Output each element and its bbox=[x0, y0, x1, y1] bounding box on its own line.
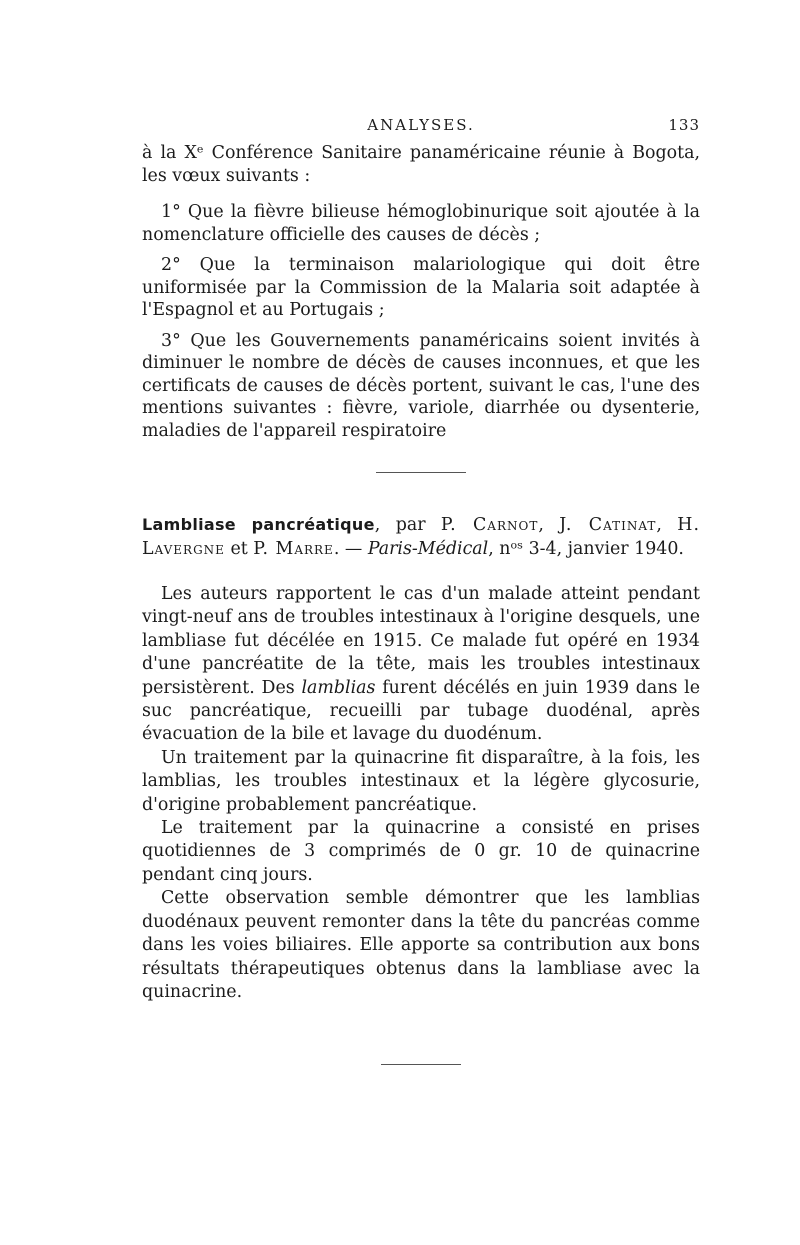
running-head bbox=[142, 112, 700, 142]
list-item: 3° Que les Gouvernements panaméricains soient invités à diminuer le nombre de décès de causes inconnues, et que les certificats de causes de décès portent, suivant le cas, l'une des mentions suivantes : fièvre, variole, diarrhée ou dysenterie, maladies de l'appareil respiratoire bbox=[142, 330, 700, 441]
author-name: J. Catinat bbox=[559, 515, 657, 535]
document-page bbox=[142, 112, 700, 1065]
dash-text: . — bbox=[333, 539, 363, 559]
article-heading: Lambliase pancréatique, par P. Carnot, J. Catinat, H. Lavergne et P. Marre. — Paris-Médical, nᵒˢ 3-4, janvier 1940. bbox=[142, 515, 700, 559]
abstract-sentence: furent décélés en juin 1939 dans le suc pancréatique, recueilli par tubage duodénal, après évacuation de la bile et lavage du duodénum. bbox=[142, 677, 701, 745]
and-text: et bbox=[230, 539, 248, 559]
author-name: H. Lavergne bbox=[142, 515, 700, 559]
issue-info: , nᵒˢ 3-4, janvier 1940. bbox=[488, 539, 684, 559]
author-name: P. Carnot bbox=[440, 515, 539, 535]
section-divider bbox=[376, 472, 466, 473]
continuation-paragraph: à la Xᵉ Conférence Sanitaire panaméricaine réunie à Bogota, les vœux suivants : bbox=[142, 143, 700, 186]
article-title: Lambliase pancréatique bbox=[142, 515, 375, 534]
page-number: 133 bbox=[668, 116, 700, 134]
abstract-paragraph bbox=[142, 583, 700, 747]
italic-term: lamblias bbox=[301, 677, 376, 698]
journal-name: Paris-Médical bbox=[367, 539, 489, 559]
section-divider bbox=[381, 1064, 461, 1065]
list-item: 1° Que la fièvre bilieuse hémoglobinurique soit ajoutée à la nomenclature officielle des causes de décès ; bbox=[142, 202, 700, 245]
abstract-sentence: Des bbox=[261, 677, 295, 698]
abstract-paragraph: Un traitement par la quinacrine fit disparaître, à la fois, les lamblias, les troubles intestinaux et la légère glycosurie, d'origine probablement pancréatique. bbox=[142, 747, 700, 815]
abstract-paragraph: Cette observation semble démontrer que les lamblias duodénaux peuvent remonter dans la tête du pancréas comme dans les voies biliaires. Elle apporte sa contribution aux bons résultats thérapeutiques obtenus dans la lambliase avec la quinacrine. bbox=[142, 888, 700, 1002]
author-name: P. Marre bbox=[253, 539, 334, 559]
abstract-sentence: Les auteurs rapportent le cas d'un malade atteint pendant vingt-neuf ans de troubles intestinaux à l'origine desquels, une lambliase fut décélée en 1915. Ce malade fut opéré en 1934 d'une pancréatite de la tête, mais les troubles intestinaux persistèrent. bbox=[142, 584, 700, 698]
running-head-title: ANALYSES. bbox=[367, 116, 475, 134]
article-abstract bbox=[142, 583, 700, 1004]
by-text: , par bbox=[374, 515, 426, 535]
abstract-paragraph: Le traitement par la quinacrine a consisté en prises quotidiennes de 3 comprimés de 0 gr. 10 de quinacrine pendant cinq jours. bbox=[142, 818, 700, 885]
list-item: 2° Que la terminaison malariologique qui doit être uniformisée par la Commission de la Malaria soit adaptée à l'Espagnol et au Portugais ; bbox=[142, 255, 700, 320]
